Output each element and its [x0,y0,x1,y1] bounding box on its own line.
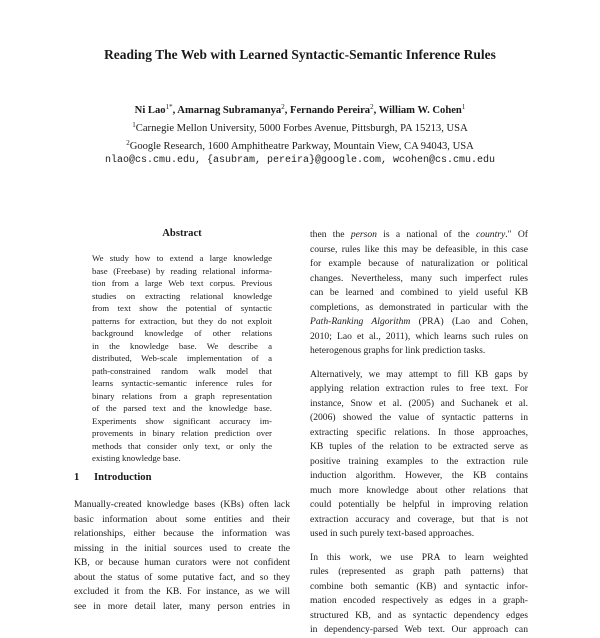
text-line: combine both semantic (KB) and syntactic infor- [310,580,528,592]
paper-title: Reading The Web with Learned Syntactic-Semantic Inference Rules [104,47,496,62]
text-line: rules (represented as graph path patterns) that [310,566,528,577]
text-line: induction algorithm. However, the KB contains [310,470,528,481]
text-line: in the knowledge base. We describe a [92,340,272,351]
right-para1-first-line [310,228,528,243]
text-line: methods that consider only text, or only the [92,440,272,451]
author-1-mark: 1* [165,103,173,111]
text-line: extraction accuracy and coverage, but that is not [310,513,528,525]
text-line: course, rules like this may be defeasible, in this case [310,243,528,255]
author-names [0,100,600,118]
text-line: distributed, Web-scale implementation of a [92,353,272,363]
right-para3 [310,551,528,638]
text-line: used in such purely text-based approaches. [310,528,475,539]
author-2: , Amarnag Subramanya [172,105,282,116]
introduction-body [74,498,290,614]
text-line: We study how to extend a large knowledge [92,253,272,263]
section-number: 1 [74,472,80,483]
text-fragment-italic: person [350,229,377,240]
text-line: Experiments show significant accuracy im- [92,415,272,426]
text-line: relationships, either because the information was [74,528,290,539]
text-line: structured KB, and as syntactic dependency edges [310,609,528,621]
section-title: Introduction [94,472,152,483]
text-line: in dependency-parsed Web text. Our approach can [310,624,528,635]
text-fragment: ." Of [505,229,528,240]
text-line: base (Freebase) by reading relational informa- [92,265,272,276]
text-line: heterogenous graphs for link prediction tasks. [310,345,486,356]
text-line: instance, Snow et al. (2005) and Suchanek et al. [310,397,528,409]
text-line: provements in binary relation prediction over [92,428,272,438]
text-line: positive training examples to the extraction rule [310,455,528,467]
text-line: In this work, we use PRA to learn weighted [310,551,528,563]
text-line: completions, as demonstrated in particular with the [310,301,528,313]
text-line: 2010; Lao et al., 2011), which learns such rules on [310,330,528,342]
affiliation-1 [0,118,600,136]
section-heading-introduction [74,472,152,483]
author-2-mark: 2 [281,103,285,111]
text-line: existing knowledge base. [92,453,181,463]
text-line: learns syntactic-semantic inference rules for [92,378,272,388]
affiliation-1-text: Carnegie Mellon University, 5000 Forbes Avenue, Pittsburgh, PA 15213, USA [135,123,468,134]
text-line: Alternatively, we may attempt to fill KB gaps by [310,368,528,380]
text-line: path-constrained random walk model that [92,365,272,376]
text-fragment: then the [310,229,351,240]
text-line: binary relations from a graph representation [92,390,272,401]
text-line: of the parsed text and the knowledge base. [92,403,272,413]
text-line: excluded it from the KB. For instance, as we will [74,586,290,597]
right-para1-lines [310,243,528,316]
text-line: (2006) showed the value of syntactic patterns in [310,412,528,423]
author-emails: nlao@cs.cmu.edu, {asubram, pereira}@google.com, wcohen@cs.cmu.edu [104,155,496,166]
text-line: about the status of some putative fact, and so they [74,571,290,583]
text-line: patterns for extraction, but they do not exploit [92,315,272,326]
affiliation-2 [0,136,600,154]
text-line: studies on extracting relational knowledge [92,290,272,301]
author-block [0,100,600,168]
text-line: Manually-created knowledge bases (KBs) often lack [74,499,290,510]
text-fragment-italic: Path-Ranking Algorithm [310,316,411,327]
right-para1-tail [310,330,528,359]
text-line: background knowledge of other relations [92,328,272,338]
author-4: , William W. Cohen [373,105,462,116]
abstract-heading: Abstract [162,228,202,239]
text-fragment-italic: country [475,229,506,240]
affiliation-2-text: Google Research, 1600 Amphitheatre Parkway, Mountain View, CA 94043, USA [129,141,474,152]
text-line: tion from a large Web text corpus. Previous [92,278,272,288]
text-line: KB tuples of the relation to be extracted serve as [310,441,528,452]
text-line: extracting specific relations. In those approaches, [310,426,528,438]
text-line: for example because of naturalization or political [310,258,528,269]
right-column [310,228,528,638]
text-line: changes. Nevertheless, many such imperfect rules [310,272,528,284]
author-3: , Fernando Pereira [284,105,371,116]
affiliation-2-mark: 2 [126,139,130,147]
affiliation-1-mark: 1 [132,121,136,129]
text-line: from text show the potential of syntactic [92,303,272,313]
author-4-mark: 1 [461,103,466,111]
abstract-body [92,252,272,465]
text-line: missing in the initial sources used to create the [74,542,290,554]
right-para1-pra-line [310,315,528,330]
text-fragment: (PRA) (Lao and Cohen, [410,316,528,327]
author-3-mark: 2 [370,103,374,111]
author-1: Ni Lao [134,105,166,116]
text-line: much more knowledge about other relations that [310,484,528,496]
text-line: mation encoded respectively as edges in a graph- [310,595,528,606]
text-line: KB, or because human curators were not confident [74,557,290,568]
text-line: could potentially be helpful in improving relation [310,499,528,510]
text-line: can be learned and combined to yield useful KB [310,287,528,298]
right-para2 [310,368,528,542]
text-line: see in more detail later, many person entries in [74,600,290,612]
text-line: applying relation extraction rules to free text. For [310,383,528,394]
text-fragment: is a national of the [376,229,476,240]
text-line: basic information about some entities and their [74,513,290,525]
